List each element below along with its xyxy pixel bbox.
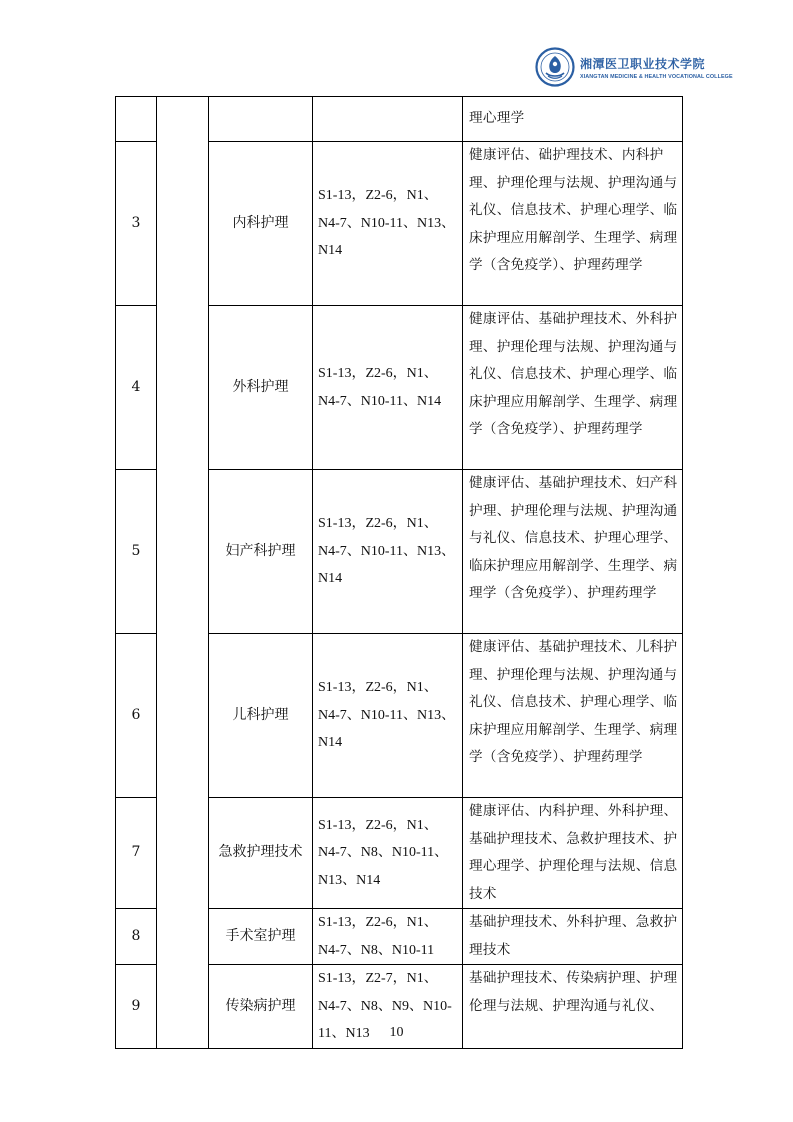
row-number: 7: [116, 798, 157, 909]
row-number: [116, 97, 157, 142]
course-name: 内科护理: [209, 142, 313, 306]
standards-cell: S1-13，Z2-6，N1、N4-7、N10-11、N13、N14: [313, 142, 463, 306]
merged-category-cell: [157, 97, 209, 1049]
standards-cell: S1-13，Z2-6，N1、N4-7、N10-11、N13、N14: [313, 634, 463, 798]
school-logo: [535, 44, 733, 90]
standards-cell: [313, 97, 463, 142]
school-name-cn: 湘潭医卫职业技术学院: [580, 56, 706, 71]
row-number: 4: [116, 306, 157, 470]
course-name: 急救护理技术: [209, 798, 313, 909]
standards-cell: S1-13，Z2-7，N1、N4-7、N8、N9、N10-11、N13: [313, 965, 463, 1049]
related-courses: 健康评估、基础护理技术、儿科护理、护理伦理与法规、护理沟通与礼仪、信息技术、护理心理学、临床护理应用解剖学、生理学、病理学（含免疫学）、护理药理学: [463, 634, 683, 798]
course-table: [115, 96, 682, 1041]
standards-cell: S1-13，Z2-6，N1、N4-7、N10-11、N14: [313, 306, 463, 470]
related-courses: 健康评估、内科护理、外科护理、基础护理技术、急救护理技术、护理心理学、护理伦理与法规、信息技术: [463, 798, 683, 909]
row-number: 3: [116, 142, 157, 306]
standards-cell: S1-13，Z2-6，N1、N4-7、N8、N10-11、N13、N14: [313, 798, 463, 909]
related-courses: 基础护理技术、外科护理、急救护理技术: [463, 909, 683, 965]
related-courses: 理心理学: [463, 97, 683, 142]
standards-cell: S1-13，Z2-6，N1、N4-7、N10-11、N13、N14: [313, 470, 463, 634]
school-emblem-icon: [535, 47, 575, 87]
page-number: 10: [389, 1025, 404, 1040]
standards-cell: S1-13，Z2-6，N1、N4-7、N8、N10-11: [313, 909, 463, 965]
row-number: 6: [116, 634, 157, 798]
row-number: 9: [116, 965, 157, 1049]
table-row: [116, 97, 683, 142]
course-name: 外科护理: [209, 306, 313, 470]
course-name: 传染病护理: [209, 965, 313, 1049]
related-courses: 健康评估、基础护理技术、妇产科护理、护理伦理与法规、护理沟通与礼仪、信息技术、护理心理学、临床护理应用解剖学、生理学、病理学（含免疫学）、护理药理学: [463, 470, 683, 634]
course-name: [209, 97, 313, 142]
related-courses: 健康评估、础护理技术、内科护理、护理伦理与法规、护理沟通与礼仪、信息技术、护理心理学、临床护理应用解剖学、生理学、病理学（含免疫学）、护理药理学: [463, 142, 683, 306]
course-name: 儿科护理: [209, 634, 313, 798]
row-number: 5: [116, 470, 157, 634]
school-name-en: XIANGTAN MEDICINE & HEALTH VOCATIONAL COLLEGE: [580, 73, 733, 80]
related-courses: 健康评估、基础护理技术、外科护理、护理伦理与法规、护理沟通与礼仪、信息技术、护理心理学、临床护理应用解剖学、生理学、病理学（含免疫学）、护理药理学: [463, 306, 683, 470]
row-number: 8: [116, 909, 157, 965]
related-courses: 基础护理技术、传染病护理、护理伦理与法规、护理沟通与礼仪、: [463, 965, 683, 1049]
course-name: 手术室护理: [209, 909, 313, 965]
course-name: 妇产科护理: [209, 470, 313, 634]
